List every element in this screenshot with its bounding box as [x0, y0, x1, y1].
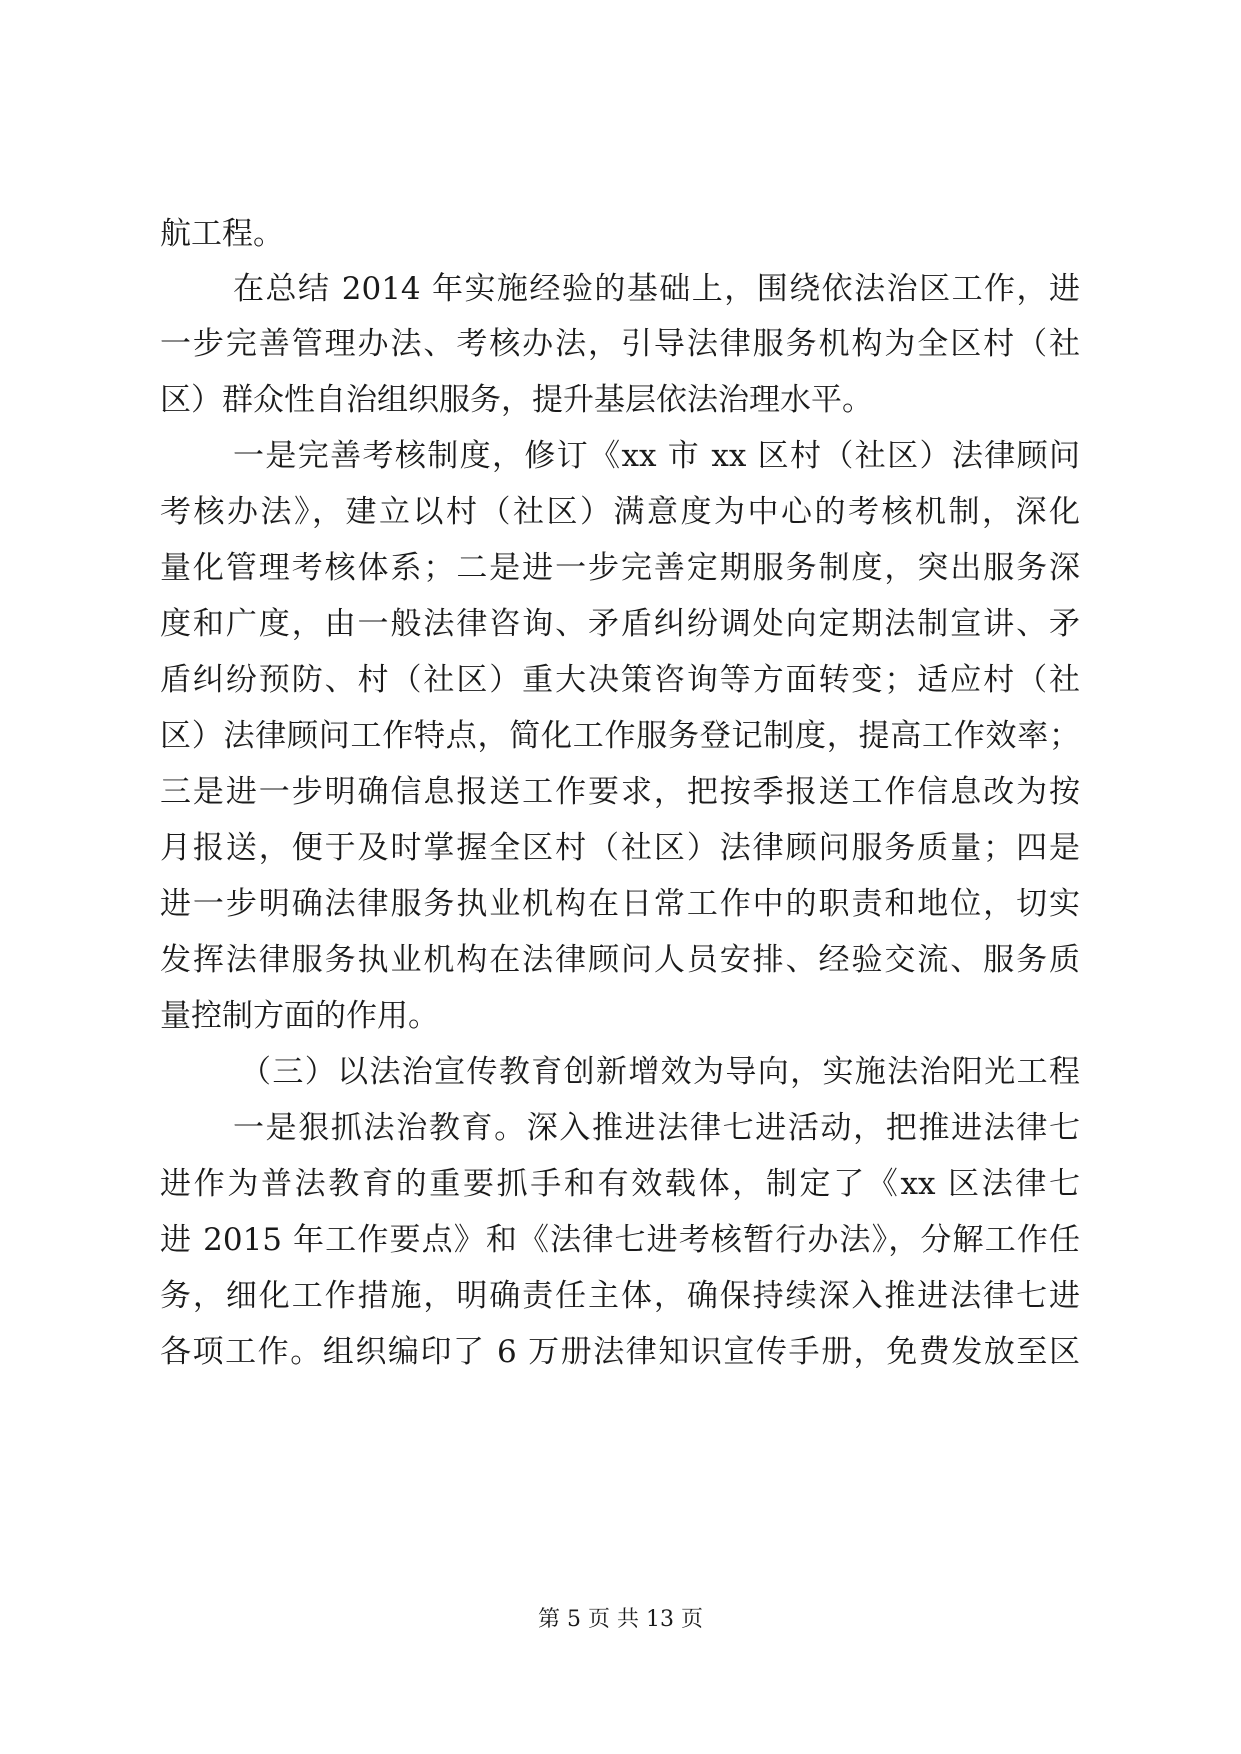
page-number-footer: 第 5 页 共 13 页 — [538, 1607, 703, 1632]
text-line: 进作为普法教育的重要抓手和有效载体，制定了《xx 区法律七 — [160, 1166, 1080, 1202]
text-line: 进一步明确法律服务执业机构在日常工作中的职责和地位，切实 — [160, 886, 1080, 922]
text-line: 务，细化工作措施，明确责任主体，确保持续深入推进法律七进 — [160, 1278, 1080, 1314]
text-line: 考核办法》，建立以村（社区）满意度为中心的考核机制，深化 — [160, 494, 1080, 530]
text-line: 进 2015 年工作要点》和《法律七进考核暂行办法》，分解工作任 — [160, 1222, 1080, 1258]
text-line: 盾纠纷预防、村（社区）重大决策咨询等方面转变；适应村（社 — [160, 662, 1080, 698]
text-line: 发挥法律服务执业机构在法律顾问人员安排、经验交流、服务质 — [160, 942, 1080, 978]
text-line: 量控制方面的作用。 — [160, 998, 439, 1034]
text-line: 三是进一步明确信息报送工作要求，把按季报送工作信息改为按 — [160, 774, 1080, 810]
text-line: 在总结 2014 年实施经验的基础上，围绕依法治区工作，进 — [233, 271, 1080, 307]
text-line: 度和广度，由一般法律咨询、矛盾纠纷调处向定期法制宣讲、矛 — [160, 606, 1080, 642]
text-line: 区）群众性自治组织服务，提升基层依法治理水平。 — [160, 382, 873, 418]
text-line: 一是完善考核制度，修订《xx 市 xx 区村（社区）法律顾问 — [233, 438, 1080, 474]
text-line: 一是狠抓法治教育。深入推进法律七进活动，把推进法律七 — [233, 1110, 1080, 1146]
text-line: 区）法律顾问工作特点，简化工作服务登记制度，提高工作效率； — [160, 718, 1080, 754]
text-line: 各项工作。组织编印了 6 万册法律知识宣传手册，免费发放至区 — [160, 1334, 1080, 1370]
text-line: 一步完善管理办法、考核办法，引导法律服务机构为全区村（社 — [160, 326, 1080, 362]
section-heading: （三）以法治宣传教育创新增效为导向，实施法治阳光工程 — [240, 1054, 1080, 1090]
text-line: 航工程。 — [160, 216, 284, 252]
text-line: 月报送，便于及时掌握全区村（社区）法律顾问服务质量；四是 — [160, 830, 1080, 866]
text-line: 量化管理考核体系；二是进一步完善定期服务制度，突出服务深 — [160, 550, 1080, 586]
